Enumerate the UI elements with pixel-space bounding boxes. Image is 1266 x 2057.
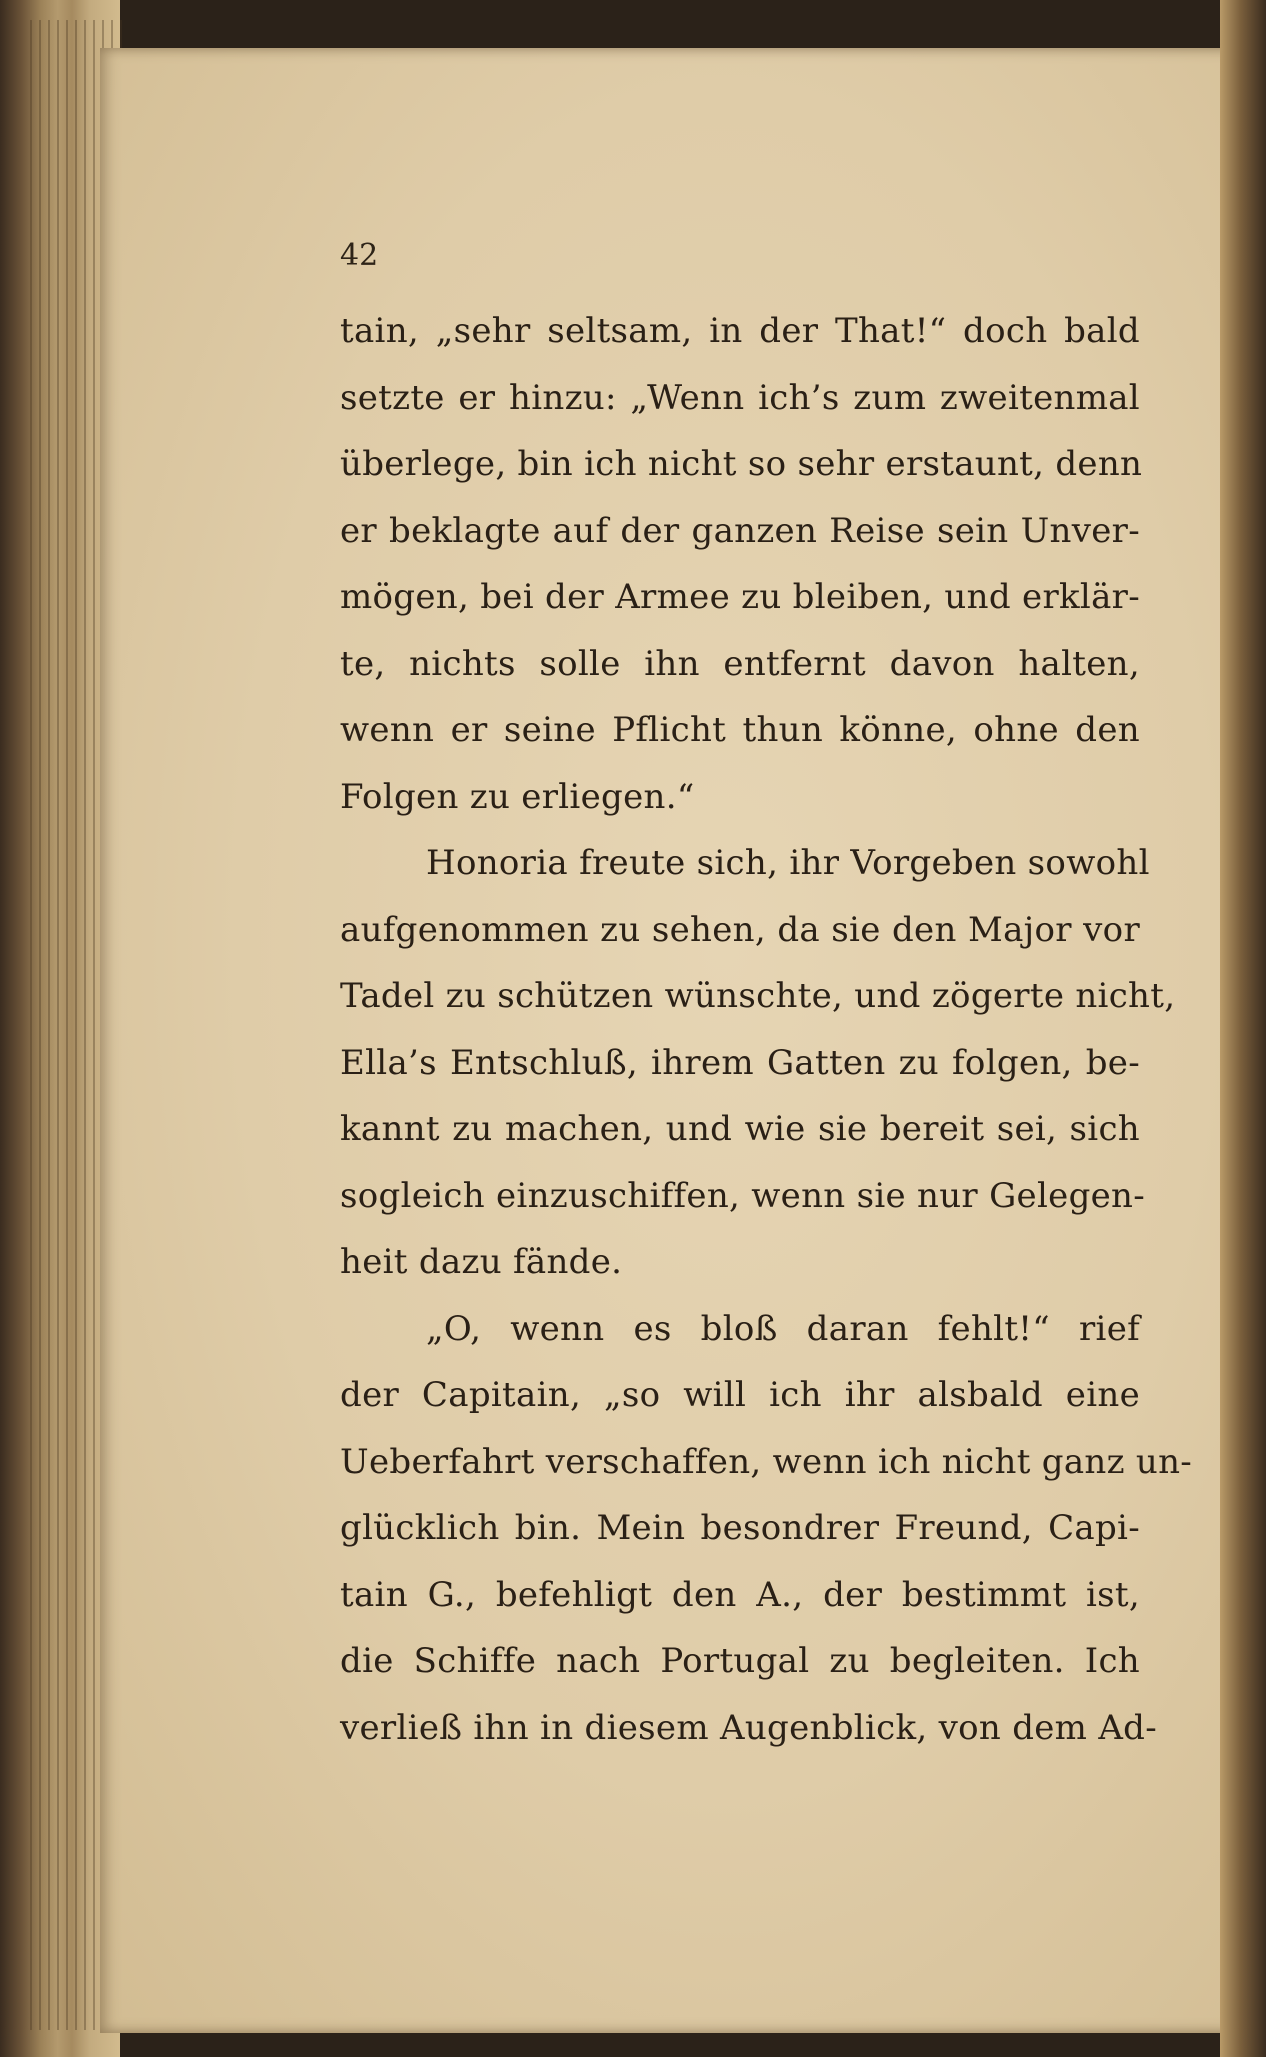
- text-line: Honoria freute sich, ihr Vorgeben sowohl: [426, 843, 1150, 883]
- text-line: die Schiffe nach Portugal zu begleiten. Ich: [340, 1641, 1140, 1681]
- text-line: setzte er hinzu: „Wenn ich’s zum zweitenmal: [340, 377, 1140, 418]
- text-line: wenn er seine Pflicht thun könne, ohne den: [340, 710, 1140, 750]
- text-line: tain, „sehr seltsam, in der That!“ doch bald: [340, 311, 1140, 351]
- text-line: verließ ihn in diesem Augenblick, von dem Ad-: [340, 1707, 1158, 1748]
- body-text: [340, 298, 1193, 1761]
- text-line: kannt zu machen, und wie sie bereit sei, sich: [340, 1109, 1140, 1149]
- text-line: Folgen zu erliegen.“: [340, 776, 695, 817]
- text-line: glücklich bin. Mein besondrer Freund, Capi-: [340, 1508, 1140, 1548]
- text-line: er beklagte auf der ganzen Reise sein Unver-: [340, 510, 1140, 551]
- text-line: der Capitain, „so will ich ihr alsbald eine: [340, 1375, 1140, 1415]
- text-line: überlege, bin ich nicht so sehr erstaunt, denn: [340, 444, 1143, 484]
- text-line: Ella’s Entschluß, ihrem Gatten zu folgen, be-: [340, 1042, 1140, 1083]
- text-line: aufgenommen zu sehen, da sie den Major vor: [340, 909, 1140, 950]
- text-line: Tadel zu schützen wünschte, und zögerte nicht,: [340, 976, 1176, 1016]
- text-line: Ueberfahrt verschaffen, wenn ich nicht ganz un-: [340, 1441, 1193, 1482]
- text-line: mögen, bei der Armee zu bleiben, und erklär-: [340, 577, 1140, 617]
- text-line: tain G., befehligt den A., der bestimmt ist,: [340, 1574, 1140, 1615]
- page-number: 42: [340, 238, 379, 273]
- text-line: heit dazu fände.: [340, 1242, 623, 1282]
- text-line: sogleich einzuschiffen, wenn sie nur Gelegen-: [340, 1175, 1146, 1216]
- gutter-shadow: [1220, 0, 1266, 2057]
- text-line: te, nichts solle ihn entfernt davon halten,: [340, 643, 1140, 684]
- text-line: „O, wenn es bloß daran fehlt!“ rief: [426, 1308, 1140, 1349]
